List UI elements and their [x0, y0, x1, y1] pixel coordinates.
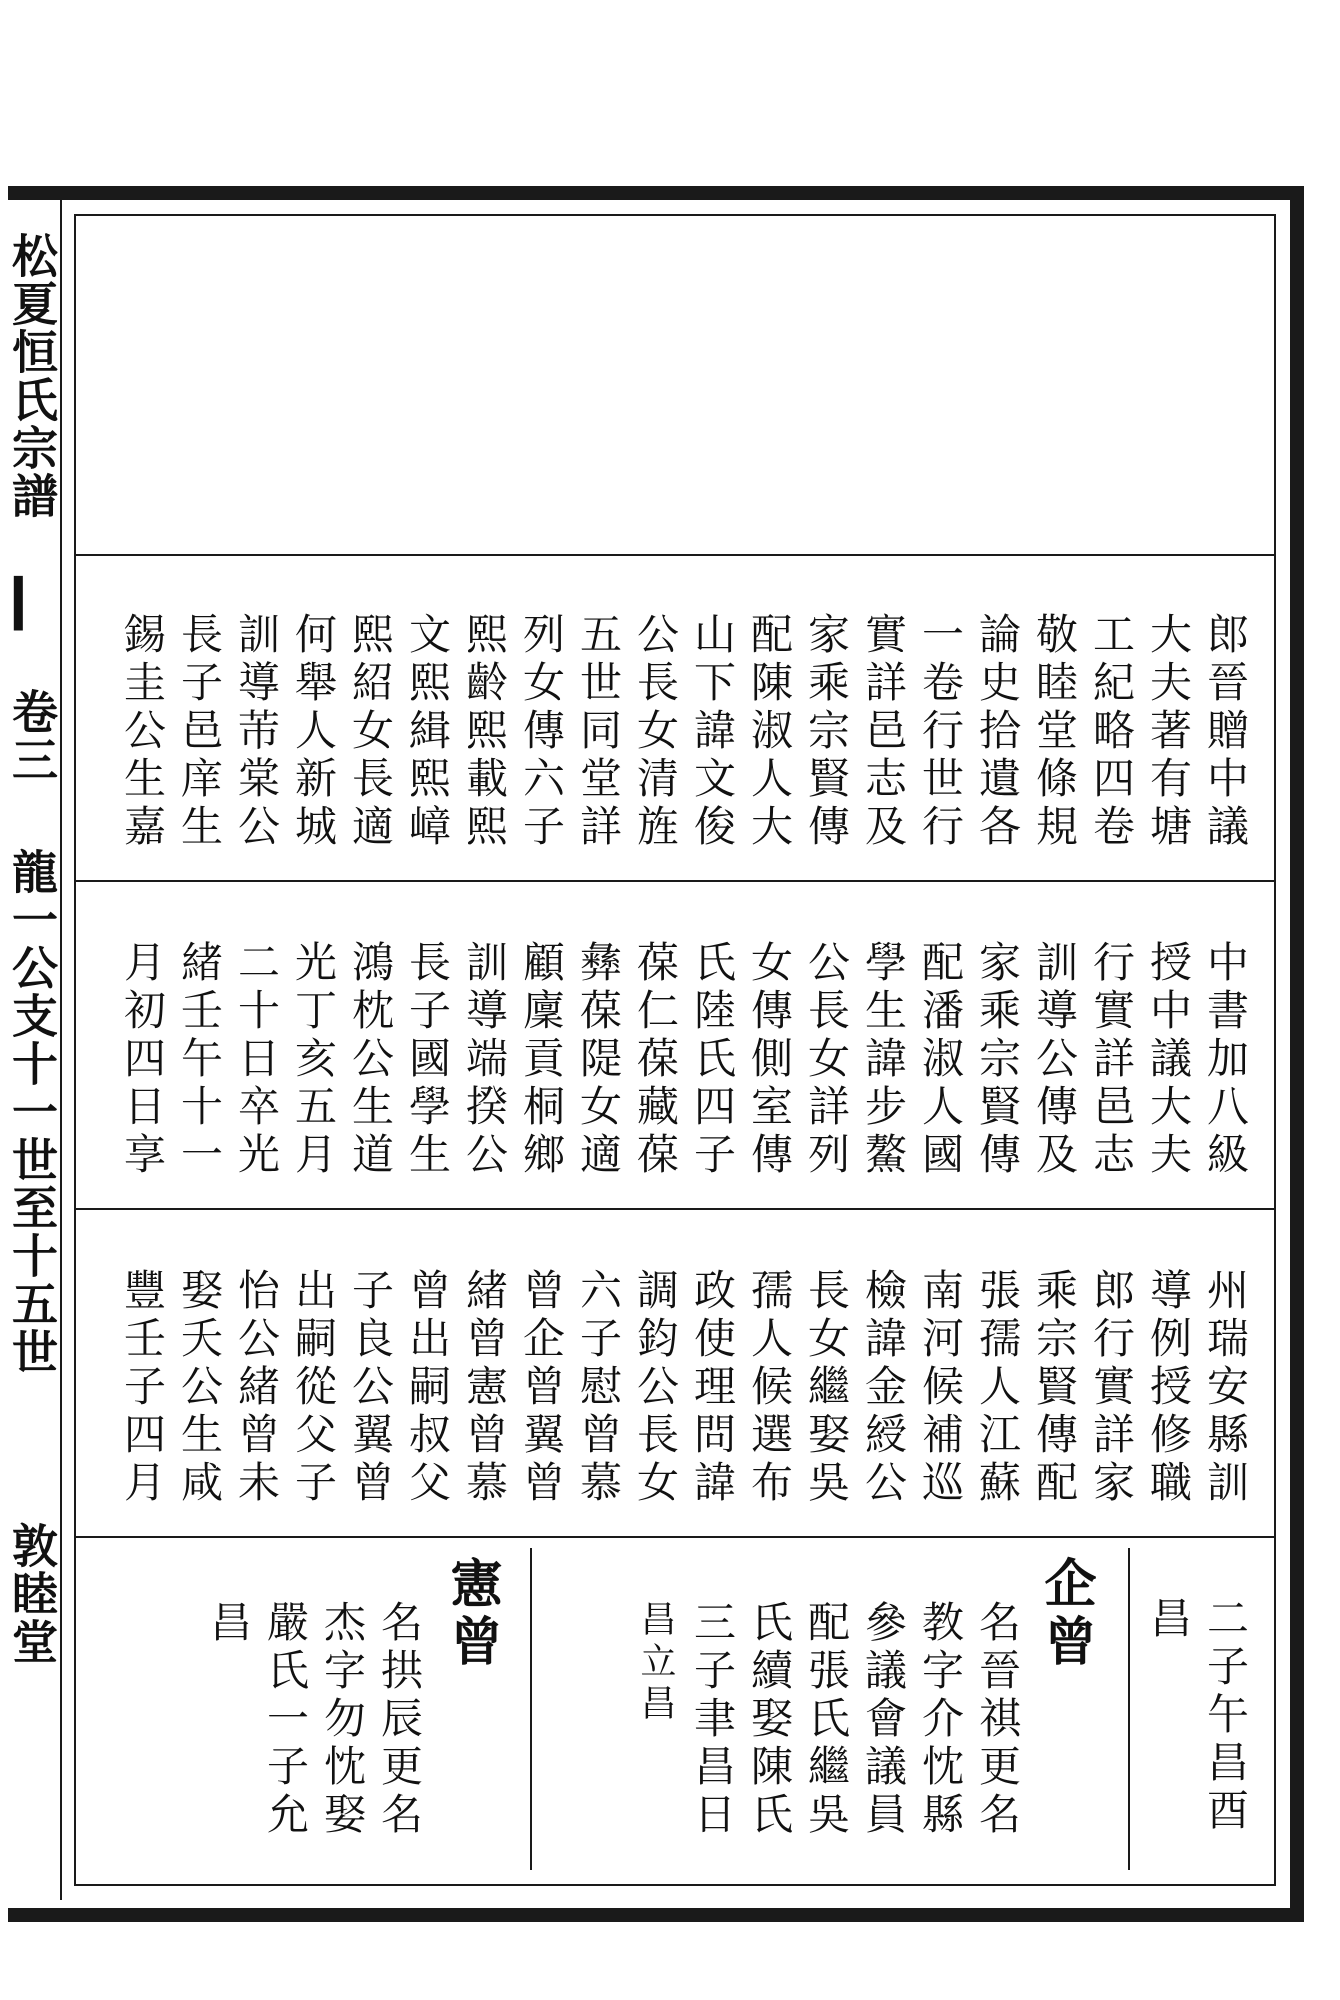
band-rule-4 [76, 1536, 1274, 1538]
text-column: 家乘宗賢傳 [973, 940, 1022, 1180]
text-column: 氏續娶陳氏 [745, 1600, 794, 1840]
text-column: 教字介忱縣 [916, 1600, 965, 1840]
text-column: 訓導芾棠公 [232, 612, 281, 852]
text-column: 緒壬午十一 [175, 940, 224, 1180]
text-column: 配潘淑人國 [916, 940, 965, 1180]
band-rule-1 [76, 554, 1274, 556]
text-column: 檢諱金綬公 [859, 1268, 908, 1508]
text-column: 熙齡熙載熙 [460, 612, 509, 852]
text-column: 名晉祺更名 [973, 1600, 1022, 1840]
text-column: 學生諱步鰲 [859, 940, 908, 1180]
text-column: 五世同堂詳 [574, 612, 623, 852]
spine-divider [60, 200, 62, 1900]
text-column: 氏陸氏四子 [688, 940, 737, 1180]
text-column: 參議會議員 [859, 1600, 908, 1840]
section-label: 龍一公支十一世至十五世 [5, 848, 59, 1376]
volume-label: 卷三 [5, 688, 59, 784]
book-title: 松夏恒氏宗譜 [5, 232, 59, 520]
text-column: 何舉人新城 [289, 612, 338, 852]
text-column: 六子慰曾慕 [574, 1268, 623, 1508]
text-column: 二十日卒光 [232, 940, 281, 1180]
text-column: 二子午昌酉 [1201, 1596, 1250, 1836]
text-column: 熙紹女長適 [346, 612, 395, 852]
text-column: 授中議大夫 [1144, 940, 1193, 1180]
text-column: 長子國學生 [403, 940, 452, 1180]
text-column: 曾企曾翼曾 [517, 1268, 566, 1508]
spine-separator: ▎ [5, 576, 59, 632]
text-column: 公長女清旌 [631, 612, 680, 852]
text-column: 郎晉贈中議 [1201, 612, 1250, 852]
text-column: 中書加八級 [1201, 940, 1250, 1180]
text-column: 山下諱文俊 [688, 612, 737, 852]
text-column: 實詳邑志及 [859, 612, 908, 852]
text-column: 月初四日享 [118, 940, 167, 1180]
book-spine [6, 232, 58, 1882]
text-column: 大夫著有塘 [1144, 612, 1193, 852]
text-column: 杰字勿忱娶 [318, 1600, 367, 1840]
entry-heading: 企曾 [1035, 1556, 1096, 1672]
text-column: 子良公翼曾 [346, 1268, 395, 1508]
text-column: 長子邑庠生 [175, 612, 224, 852]
text-column: 配陳淑人大 [745, 612, 794, 852]
text-column: 郎行實詳家 [1087, 1268, 1136, 1508]
text-column: 家乘宗賢傳 [802, 612, 851, 852]
text-column: 出嗣從父子 [289, 1268, 338, 1508]
text-column: 光丁亥五月 [289, 940, 338, 1180]
text-column: 昌立昌 [635, 1600, 676, 1726]
text-column: 導例授修職 [1144, 1268, 1193, 1508]
text-column: 訓導端揆公 [460, 940, 509, 1180]
text-column: 長女繼娶吳 [802, 1268, 851, 1508]
text-column: 一卷行世行 [916, 612, 965, 852]
text-column: 公長女詳列 [802, 940, 851, 1180]
text-column: 南河候補巡 [916, 1268, 965, 1508]
text-column: 調鈞公長女 [631, 1268, 680, 1508]
text-column: 訓導公傳及 [1030, 940, 1079, 1180]
text-column: 怡公緒曾未 [232, 1268, 281, 1508]
text-column: 錫圭公生嘉 [118, 612, 167, 852]
text-column: 政使理問諱 [688, 1268, 737, 1508]
text-column: 孺人候選布 [745, 1268, 794, 1508]
text-column: 文熙緝熙嶂 [403, 612, 452, 852]
text-column: 敬睦堂條規 [1030, 612, 1079, 852]
text-column: 娶夭公生咸 [175, 1268, 224, 1508]
text-column: 鴻枕公生道 [346, 940, 395, 1180]
text-column: 嚴氏一子允 [261, 1600, 310, 1840]
text-column: 昌 [1144, 1596, 1193, 1644]
band-rule-3 [76, 1208, 1274, 1210]
text-column: 顧廩貢桐鄉 [517, 940, 566, 1180]
text-column: 州瑞安縣訓 [1201, 1268, 1250, 1508]
band-rule-2 [76, 880, 1274, 882]
text-column: 三子聿昌日 [688, 1600, 737, 1840]
entry-heading: 憲曾 [441, 1556, 502, 1672]
text-column: 列女傳六子 [517, 612, 566, 852]
text-column: 行實詳邑志 [1087, 940, 1136, 1180]
text-column: 葆仁葆藏葆 [631, 940, 680, 1180]
text-column: 緒曾憲曾慕 [460, 1268, 509, 1508]
text-column: 工紀略四卷 [1087, 612, 1136, 852]
entry-divider-1 [1128, 1548, 1130, 1870]
text-column: 彝葆隄女適 [574, 940, 623, 1180]
text-column: 女傳側室傳 [745, 940, 794, 1180]
text-column: 豐壬子四月 [118, 1268, 167, 1508]
hall-label: 敦睦堂 [5, 1522, 59, 1666]
entry-divider-2 [530, 1548, 532, 1870]
text-column: 曾出嗣叔父 [403, 1268, 452, 1508]
text-column: 論史拾遺各 [973, 612, 1022, 852]
text-column: 張孺人江蘇 [973, 1268, 1022, 1508]
text-column: 名拱辰更名 [375, 1600, 424, 1840]
text-column: 乘宗賢傳配 [1030, 1268, 1079, 1508]
text-column: 配張氏繼吳 [802, 1600, 851, 1840]
text-column: 昌 [204, 1600, 253, 1648]
